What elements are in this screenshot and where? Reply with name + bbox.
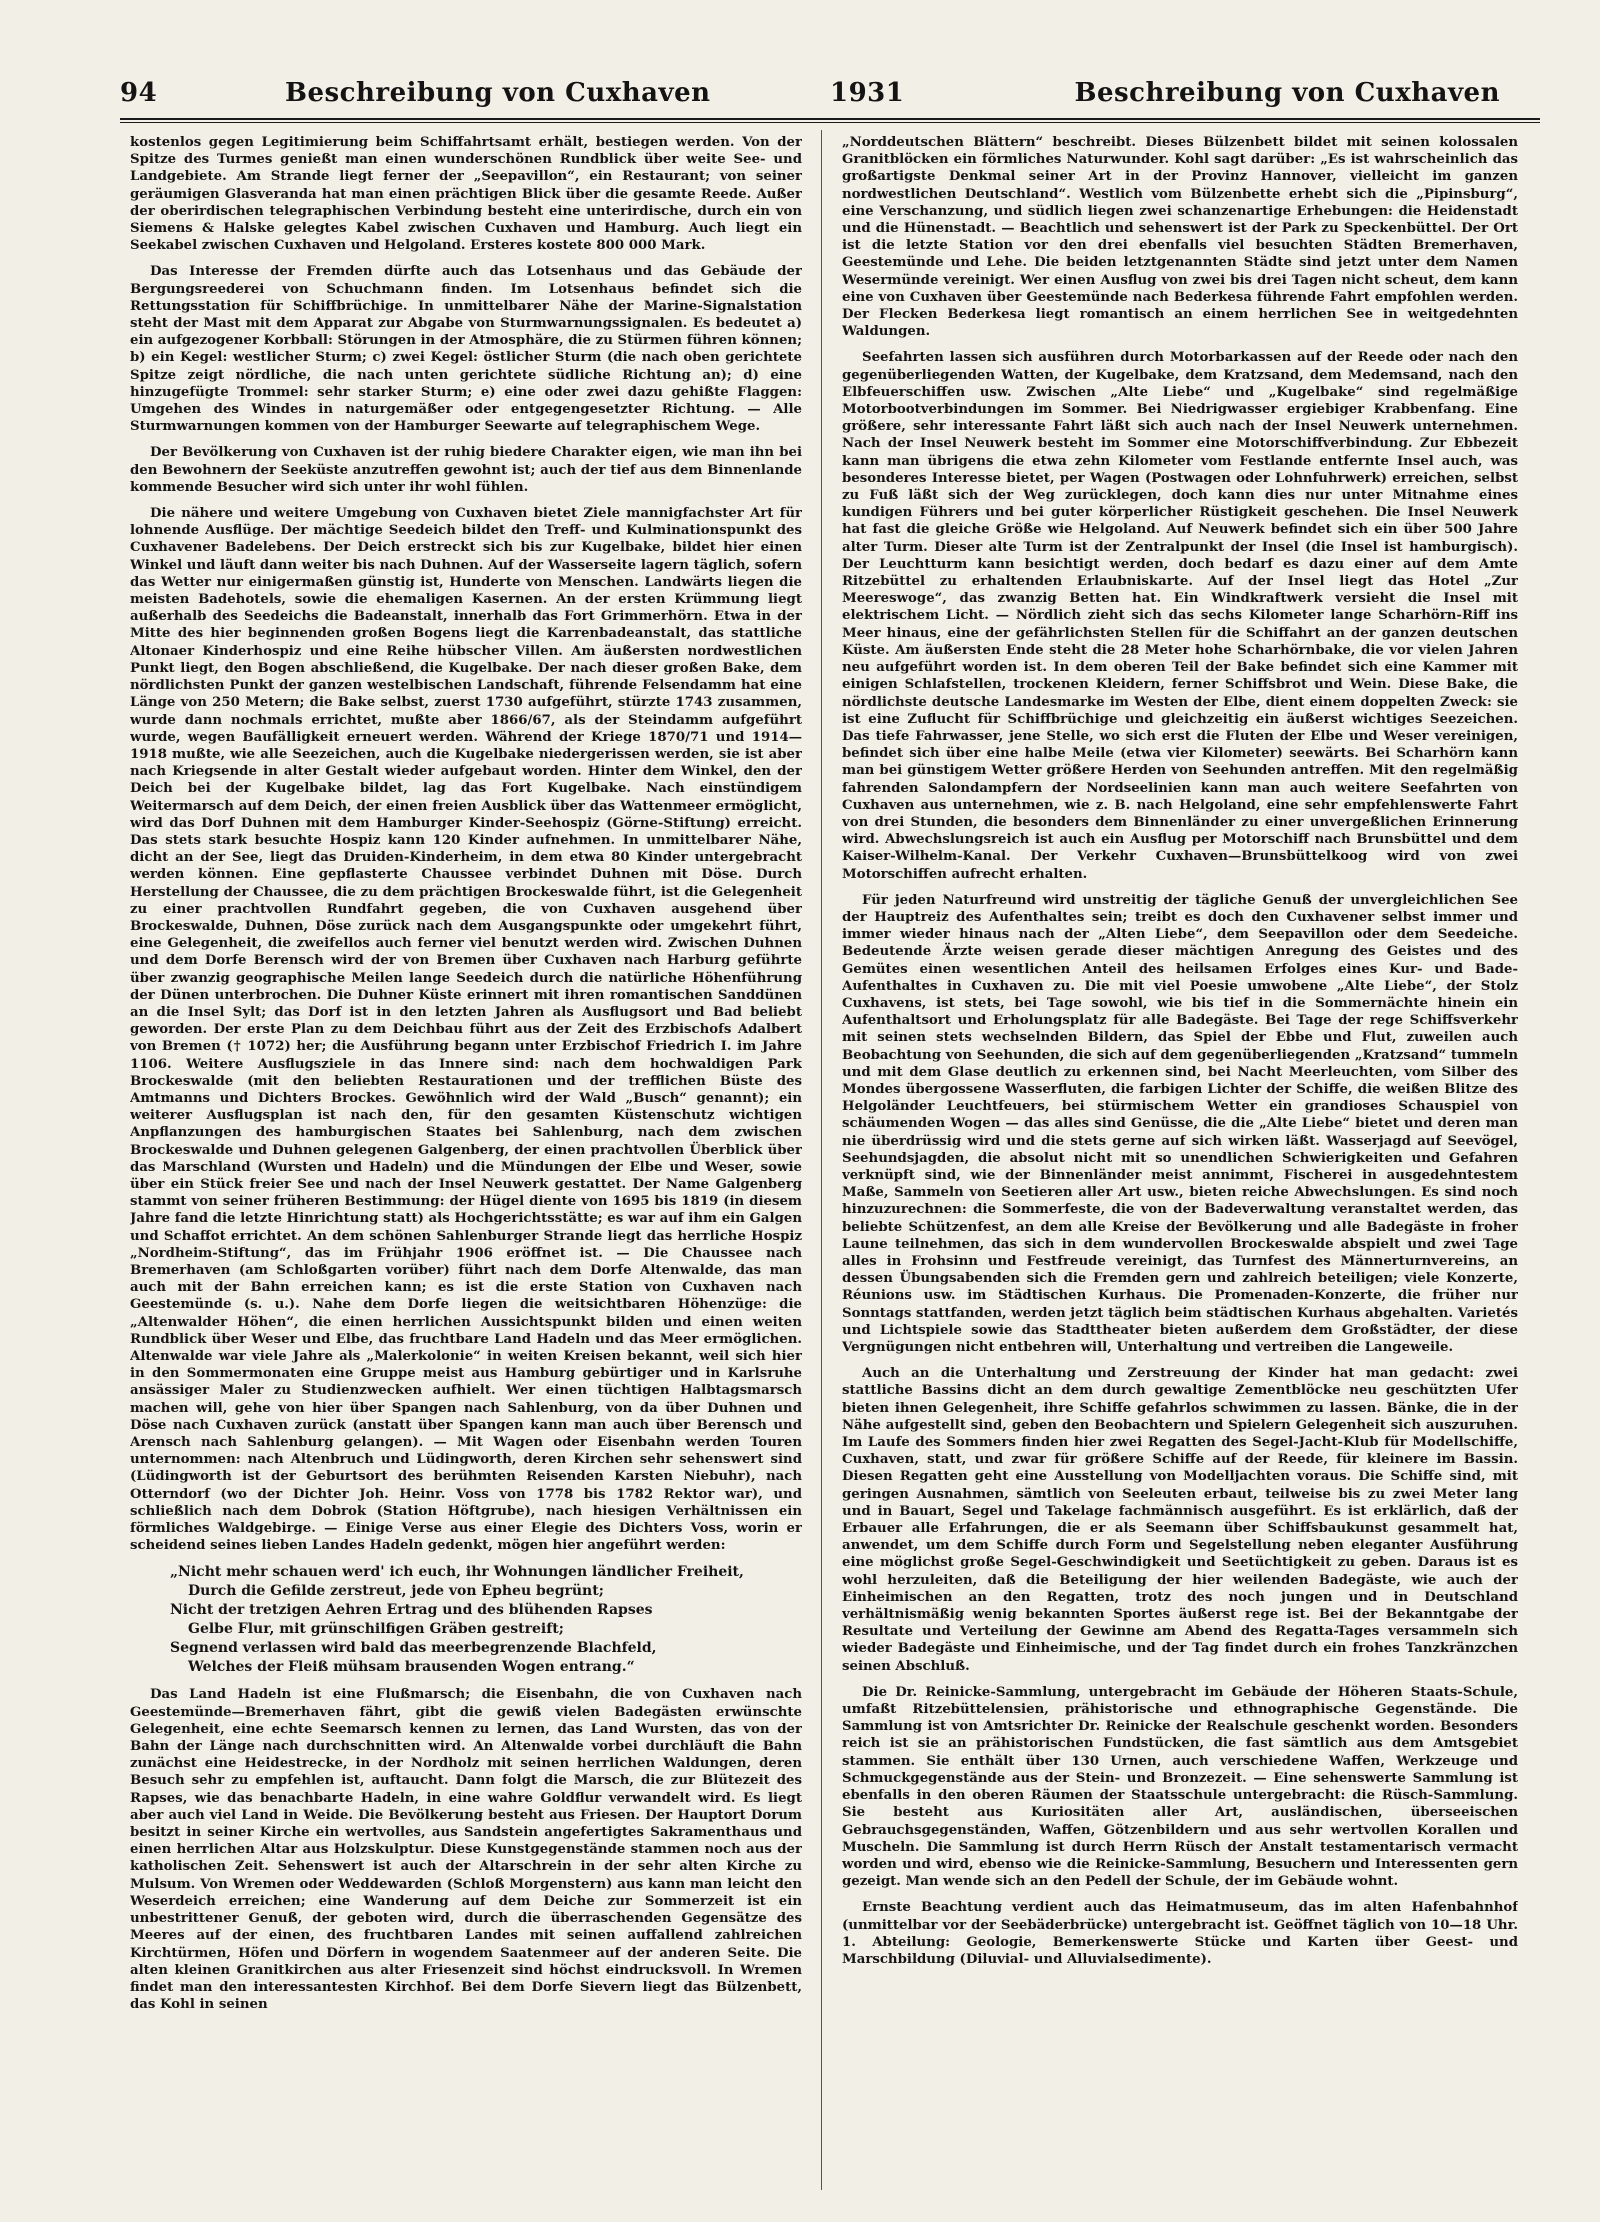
paragraph-naturfreund: Für jeden Naturfreund wird unstreitig der tägliche Genuß der unvergleichlichen See der Hauptreiz des Aufenthaltes sein; treibt es doch den Cuxhavener selbst immer und immer wieder hinaus nach der „Alten Liebe“, dem Seepavillon oder dem Seedeiche. Bedeutende Ärzte weisen gerade dieser mächtigen Anregung des Geistes und des Gemütes einen wesentlichen Anteil des heilsamen Erfolges eines Kur- und Bade-Aufenthaltes in Cuxhaven zu. Die mit viel Poesie umwobene „Alte Liebe“, der Stolz Cuxhavens, ist stets, bei Tage sowohl, wie bis tief in die Sommernächte hinein ein Aufenthaltsort und Erholungsplatz für alle Badegäste. Bei Tage der rege Schiffsverkehr mit seinen stets wechselnden Bildern, das Spiel der Ebbe und Flut, zuweilen auch Beobachtung von Seehunden, die sich auf dem gegenüberliegenden „Kratzsand“ tummeln und mit dem Glase deutlich zu erkennen sind, bei Nacht Meerleuchten, vom Silber des Mondes übergossene Wasserfluten, die farbigen Lichter der Schiffe, die weißen Blitze des Helgoländer Leuchtfeuers, bei stürmischem Wetter ein grandioses Schauspiel von schäumenden Wogen — das alles sind Genüsse, die die „Alte Liebe“ bietet und deren man nie überdrüssig wird und die stets gerne auf sich wirken läßt. Wasserjagd auf Seevögel, Seehundsjagden, die absolut nicht mit so unendlichen Schwierigkeiten und Gefahren verknüpft sind, wie der Binnenländer meist annimmt, Fischerei in ausgedehntestem Maße, Sammeln von Seetieren aller Art usw., bieten reiche Abwechslungen. Es sind noch hinzuzurechnen: die Sommerfeste, die von der Badeverwaltung veranstaltet werden, das beliebte Schützenfest, an dem alle Kreise der Bevölkerung und alle Badegäste in froher Laune teilnehmen, das sich in dem wundervollen Brockeswalde abspielt und zwei Tage alles in Frohsinn und Festfreude vereinigt, das Turnfest des Männerturnvereins, an dessen Übungsabenden sich die Fremden gern und zahlreich beteiligen; viele Konzerte, Réunions usw. im Städtischen Kurhaus. Die Promenaden-Konzerte, die früher nur Sonntags stattfanden, werden jetzt täglich beim städtischen Kurhaus abgehalten. Varietés und Lichtspiele sowie das Stadttheater bieten außerdem dem Großstädter, der diese Vergnügungen nicht entbehren will, Unterhaltung und vertreiben die Langeweile. [842,892,1518,1356]
poem-line: Welches der Fleiß mühsam brausenden Wogen entrang.“ [188,1659,635,1676]
paragraph-kinder-regatten: Auch an die Unterhaltung und Zerstreuung der Kinder hat man gedacht: zwei stattliche Bassins dicht an dem durch gewaltige Zementblöcke neu geschützten Ufer bieten ihnen Gelegenheit, ihre Schiffe gefahrlos schwimmen zu lassen. Bänke, die in der Nähe aufgestellt sind, geben den Beobachtern und Spielern Gelegenheit sich auszuruhen. Im Laufe des Sommers finden hier zwei Regatten des Segel-Jacht-Klub für Modellschiffe, Cuxhaven, statt, und zwar für größere Schiffe auf der Reede, für kleinere im Bassin. Diesen Regatten geht eine Ausstellung von Modelljachten voraus. Die Schiffe sind, mit geringen Ausnahmen, sämtlich von Seeleuten erbaut, teilweise bis zu zwei Meter lang und in Bauart, Segel und Takelage fachmännisch ausgeführt. Es ist erklärlich, daß der Erbauer alle Erfahrungen, die er als Seemann über Schiffsbaukunst gesammelt hat, anwendet, um dem Schiffe durch Form und Segelstellung neben eleganter Ausführung eine möglichst große Segel-Geschwindigkeit und Seetüchtigkeit zu geben. Daraus ist es wohl herzuleiten, daß die Beteiligung der hier weilenden Badegäste, wie auch der Einheimischen an den Regatten, trotz des noch jungen und in Deutschland verhältnismäßig wenig bekannten Sportes äußerst rege ist. Bei der Bekanntgabe der Resultate und Verteilung der Gewinne am Abend des Regatta-Tages versammeln sich wieder Badegäste und Einheimische, und der Tag findet durch ein frohes Tanzkränzchen seinen Abschluß. [842,1366,1518,1674]
poem-line: Nicht der tretzigen Aehren Ertrag und des blühenden Rapses [170,1602,653,1619]
poem-line: Gelbe Flur, mit grünschilfigen Gräben gestreift; [188,1621,564,1638]
header-rule [120,118,1540,120]
paragraph-buelzenbett: „Norddeutschen Blättern“ beschreibt. Dieses Bülzenbett bildet mit seinen kolossalen Granitblöcken ein förmliches Naturwunder. Kohl sagt darüber: „Es ist wahrscheinlich das großartigste Denkmal seiner Art in der Provinz Hannover, vielleicht im ganzen nordwestlichen Deutschland“. Westlich vom Bülzenbette erhebt sich die „Pipinsburg“, eine Verschanzung, und südlich liegen zwei schanzenartige Erhebungen: die Heidenstadt und die Hünenstadt. — Beachtlich und sehenswert ist der Park zu Speckenbüttel. Der Ort ist die letzte Station vor den drei ebenfalls viel besuchten Städten Bremerhaven, Geestemünde und Lehe. Die beiden letztgenannten Städte sind jetzt unter dem Namen Wesermünde vereinigt. Wer einen Ausflug von zwei bis drei Tagen nicht scheut, dem kann eine von Cuxhaven über Geestemünde nach Bederkesa führende Fahrt empfohlen werden. Der Flecken Bederkesa liegt romantisch an einem herrlichen See in weitgedehnten Waldungen. [842,135,1518,340]
running-title-left: Beschreibung von Cuxhaven [285,78,711,108]
year-label: 1931 [830,78,905,108]
page-number: 94 [120,78,158,108]
paragraph-bevoelkerung: Der Bevölkerung von Cuxhaven ist der ruhig biedere Charakter eigen, wie man ihn bei den Bewohnern der Seeküste anzutreffen gewohnt ist; auch der tief aus dem Binnenlande kommende Besucher wird sich unter ihr wohl fühlen. [130,445,802,495]
right-column [842,134,1518,2194]
paragraph-sturmwarnung: Das Interesse der Fremden dürfte auch das Lotsenhaus und das Gebäude der Bergungsreederei von Schuchmann finden. Im Lotsenhaus befindet sich die Rettungsstation für Schiffbrüchige. In unmittelbarer Nähe der Marine-Signalstation steht der Mast mit dem Apparat zur Abgabe von Sturmwarnungssignalen. Es bedeutet a) ein aufgezogener Korbball: Störungen in der Atmosphäre, die zu Stürmen führen können; b) ein Kegel: westlicher Sturm; c) zwei Kegel: östlicher Sturm (die nach oben gerichtete Spitze zeigt nördliche, die nach unten gerichtete südliche Richtung an); d) eine hinzugefügte Trommel: sehr starker Sturm; e) eine oder zwei dazu gehißte Flaggen: Umgehen des Windes in naturgemäßer oder entgegengesetzter Richtung. — Alle Sturmwarnungen kommen von der Hamburger Seewarte auf telegraphischem Wege. [130,264,802,435]
paragraph-seefahrten: Seefahrten lassen sich ausführen durch Motorbarkassen auf der Reede oder nach den gegenüberliegenden Watten, der Kugelbake, dem Kratzsand, dem Medemsand, nach den Elbfeuerschiffen usw. Zwischen „Alte Liebe“ und „Kugelbake“ sind regelmäßige Motorbootverbindungen im Sommer. Bei Niedrigwasser ergiebiger Krabbenfang. Eine größere, sehr interessante Fahrt läßt sich auch nach der Insel Neuwerk unternehmen. Nach der Insel Neuwerk besteht im Sommer eine Motorschiffverbindung. Zur Ebbezeit kann man übrigens die etwa zehn Kilometer vom Festlande entfernte Insel auch, was besonderes Interesse bietet, per Wagen (Postwagen oder Lohnfuhrwerk) erreichen, selbst zu Fuß läßt sich der Weg zurücklegen, doch kann dies nur unter Mitnahme eines kundigen Führers und bei guter körperlicher Rüstigkeit geschehen. Die Insel Neuwerk hat fast die gleiche Größe wie Helgoland. Auf Neuwerk befindet sich ein über 500 Jahre alter Turm. Dieser alte Turm ist der Zentralpunkt der Insel (die Insel ist hamburgisch). Der Leuchtturm kann besichtigt werden, doch bedarf es dazu einer auf dem Amte Ritzebüttel zu erhaltenden Erlaubniskarte. Auf der Insel liegt das Hotel „Zur Meereswoge“, das zwanzig Betten hat. Ein Windkraftwerk versieht die Insel mit elektrischem Licht. — Nördlich zieht sich das sechs Kilometer lange Scharhörn-Riff ins Meer hinaus, eine der gefährlichsten Stellen für die Schiffahrt an der ganzen deutschen Küste. Am äußersten Ende steht die 28 Meter hohe Scharhörnbake, die vor vielen Jahren neu aufgeführt worden ist. In dem oberen Teil der Bake befindet sich eine Kammer mit einigen Schlafstellen, trockenen Kleidern, ferner Schiffsbrot und Wein. Diese Bake, die nördlichste deutsche Landesmarke im Westen der Elbe, dient einem doppelten Zweck: sie ist eine Zuflucht für Schiffbrüchige und gleichzeitig ein äußerst wichtiges Seezeichen. Das tiefe Fahrwasser, jene Stelle, wo sich erst die Fluten der Elbe und Weser vereinigen, befindet sich über eine halbe Meile (etwa vier Kilometer) seewärts. Bei Scharhörn kann man bei günstigem Wetter größere Herden von Seehunden antreffen. Mit den regelmäßig fahrenden Salondampfern der Nordseelinien kann man auch weitere Seefahrten von Cuxhaven aus unternehmen, wie z. B. nach Helgoland, eine sehr empfehlenswerte Fahrt von drei Stunden, die besonders dem Binnenländer zu einer unvergeßlichen Erinnerung wird. Abwechslungsreich ist auch ein Ausflug per Motorschiff nach Brunsbüttel und dem Kaiser-Wilhelm-Kanal. Der Verkehr Cuxhaven—Brunsbüttelkoog wird von zwei Motorschiffen aufrecht erhalten. [842,350,1518,882]
poem-line: Durch die Gefilde zerstreut, jede von Epheu begrünt; [188,1583,604,1600]
paragraph-seepavillon: kostenlos gegen Legitimierung beim Schiffahrtsamt erhält, bestiegen werden. Von der Spitze des Turmes genießt man einen wunderschönen Rundblick über weite See- und Landgebiete. Am Strande liegt ferner der „Seepavillon“, ein Restaurant; von seiner geräumigen Glasveranda hat man einen prächtigen Blick über die gesamte Reede. Außer der oberirdischen telegraphischen Verbindung besteht eine unterirdische, durch ein von Siemens & Halske gelegtes Kabel zwischen Cuxhaven und Hamburg. Auch liegt ein Seekabel zwischen Cuxhaven und Helgoland. Ersteres kostete 800 000 Mark. [130,135,802,254]
header-rule-thin [120,122,1540,123]
running-title-right: Beschreibung von Cuxhaven [1074,78,1500,108]
column-divider [821,130,822,2190]
left-column [130,134,802,2194]
poem-line: „Nicht mehr schauen werd' ich euch, ihr Wohnungen ländlicher Freiheit, [170,1564,744,1581]
page-header [120,78,1500,122]
paragraph-reinicke-sammlung: Die Dr. Reinicke-Sammlung, untergebracht im Gebäude der Höheren Staats-Schule, umfaßt Ritzebüttelensien, prähistorische und ethnographische Gegenstände. Die Sammlung ist von Amtsrichter Dr. Reinicke der Realschule geschenkt worden. Besonders reich ist sie an prähistorischen Fundstücken, die fast sämtlich aus dem Amtsgebiet stammen. Sie enthält über 130 Urnen, auch verschiedene Waffen, Werkzeuge und Schmuckgegenstände aus der Stein- und Bronzezeit. — Eine sehenswerte Sammlung ist ebenfalls in den oberen Räumen der Staatsschule untergebracht: die Rüsch-Sammlung. Sie besteht aus Kuriositäten aller Art, ausländischen, überseeischen Gebrauchsgegenständen, Waffen, Götzenbildern und aus sehr wertvollen Korallen und Muscheln. Die Sammlung ist durch Herrn Rüsch der Anstalt testamentarisch vermacht worden und wird, ebenso wie die Reinicke-Sammlung, Besuchern und Interessenten gern gezeigt. Man wende sich an den Pedell der Schule, der im Gebäude wohnt. [842,1684,1518,1890]
paragraph-umgebung: Die nähere und weitere Umgebung von Cuxhaven bietet Ziele mannigfachster Art für lohnende Ausflüge. Der mächtige Seedeich bildet den Treff- und Kulminationspunkt des Cuxhavener Badelebens. Der Deich erstreckt sich bis zur Kugelbake, bildet hier einen Winkel und läuft dann weiter bis nach Duhnen. Auf der Wasserseite lagern täglich, sofern das Wetter nur einigermaßen günstig ist, Hunderte von Menschen. Landwärts liegen die meisten Badehotels, sowie die ehemaligen Kasernen. An der ersten Krümmung liegt außerhalb des Seedeichs die Badeanstalt, innerhalb das Fort Grimmerhörn. Etwa in der Mitte des hier beginnenden großen Bogens liegt die Karrenbadeanstalt, das stattliche Altonaer Kinderhospiz und eine Reihe hübscher Villen. Am äußersten nordwestlichen Punkt liegt, den Bogen abschließend, die Kugelbake. Der nach dieser großen Bake, dem nördlichsten Punkt der ganzen westelbischen Landschaft, führende Felsendamm hat eine Länge von 250 Metern; die Bake selbst, zuerst 1730 aufgeführt, stürzte 1743 zusammen, wurde dann nochmals errichtet, mußte aber 1866/67, als der Steindamm aufgeführt wurde, wegen Baufälligkeit erneuert werden. Während der Kriege 1870/71 und 1914—1918 mußte, wie alle Seezeichen, auch die Kugelbake niedergerissen werden, sie ist aber nach Kriegsende in alter Gestalt wieder aufgebaut worden. Hinter dem Winkel, den der Deich bei der Kugelbake bildet, lag das Fort Kugelbake. Nach einstündigem Weitermarsch auf dem Deich, der einen freien Ausblick über das Wattenmeer ermöglicht, wird das Dorf Duhnen mit dem Hamburger Kinder-Seehospiz (Görne-Stiftung) erreicht. Das stets stark besuchte Hospiz kann 120 Kinder aufnehmen. In unmittelbarer Nähe, dicht an der See, liegt das Druiden-Kinderheim, in dem etwa 80 Kinder untergebracht werden können. Eine gepflasterte Chaussee verbindet Duhnen mit Döse. Durch Herstellung der Chaussee, die zu dem prächtigen Brockeswalde führt, ist die Gelegenheit zu einer prachtvollen Rundfahrt gegeben, die von Cuxhaven ausgehend über Brockeswalde, Duhnen, Döse zurück nach dem Ausgangspunkte oder umgekehrt führt, eine Gelegenheit, die zweifellos auch ferner viel benutzt werden wird. Zwischen Duhnen und dem Dorfe Berensch wird der von Bremen über Cuxhaven nach Harburg geführte über zwanzig geographische Meilen lange Seedeich durch die natürliche Höhenführung der Dünen unterbrochen. Die Duhner Küste erinnert mit ihren romantischen Sanddünen an die Insel Sylt; das Dorf ist in den letzten Jahren als Ausflugsort und Bad beliebt geworden. Der erste Plan zu dem Deichbau führt aus der Zeit des Erzbischofs Adalbert von Bremen († 1072) her; die Ausführung begann unter Erzbischof Friedrich I. im Jahre 1106. Weitere Ausflugsziele in das Innere sind: nach dem hochwaldigen Park Brockeswalde (mit den beliebten Restaurationen und der trefflichen Büste des Amtmanns und Dichters Brockes. Gewöhnlich wird der Wald „Busch“ genannt); ein weiterer Ausflugsplan ist nach den, für den gesamten Küstenschutz wichtigen Anpflanzungen des hamburgischen Staates bei Sahlenburg, nach dem zwischen Brockeswalde und Duhnen gelegenen Galgenberg, der einen prachtvollen Überblick über das Marschland (Wursten und Hadeln) und die Mündungen der Elbe und Weser, sowie über ein Stück freier See und nach der Insel Neuwerk gestattet. Der Name Galgenberg stammt von seiner früheren Bestimmung: der Hügel diente von 1695 bis 1819 (in diesem Jahre fand die letzte Hinrichtung statt) als Hochgerichtsstätte; es war auf ihm ein Galgen und Schaffot errichtet. An dem schönen Sahlenburger Strande liegt das herrliche Hospiz „Nordheim-Stiftung“, das im Frühjahr 1906 eröffnet ist. — Die Chaussee nach Bremerhaven (am Schloßgarten vorüber) führt nach dem Dorfe Altenwalde, das man auch mit der Bahn erreichen kann; es ist die erste Station von Cuxhaven nach Geestemünde (s. u.). Nahe dem Dorfe liegen die weitsichtbaren Höhenzüge: die „Altenwalder Höhen“, die einen herrlichen Aussichtspunkt bilden und einen weiten Rundblick über Weser und Elbe, das fruchtbare Land Hadeln und das Meer ermöglichen. Altenwalde war viele Jahre als „Malerkolonie“ in weiten Kreisen bekannt, weil sich hier in den Sommermonaten eine Gruppe meist aus Hamburg gebürtiger und in Karlsruhe ansässiger Maler zu Studienzwecken aufhielt. Wer einen tüchtigen Halbtagsmarsch machen will, gehe von hier über Spangen nach Sahlenburg, von da über Duhnen und Döse nach Cuxhaven zurück (anstatt über Spangen kann man auch über Berensch und Arensch nach Sahlenburg gelangen). — Mit Wagen oder Eisenbahn werden Touren unternommen: nach Altenbruch und Lüdingworth, deren Kirchen sehr sehenswert sind (Lüdingworth ist der Geburtsort des berühmten Reisenden Karsten Niebuhr), nach Otterndorf (wo der Dichter Joh. Heinr. Voss von 1778 bis 1782 Rektor war), und schließlich nach dem Dobrok (Station Höftgrube), nach hiesigen Verhältnissen ein förmliches Waldgebirge. — Einige Verse aus einer Elegie des Dichters Voss, worin er scheidend seines lieben Landes Hadeln gedenkt, mögen hier angeführt werden: [130,506,802,1554]
paragraph-heimatmuseum: Ernste Beachtung verdient auch das Heimatmuseum, das im alten Hafenbahnhof (unmittelbar vor der Seebäderbrücke) untergebracht ist. Geöffnet täglich von 10—18 Uhr. 1. Abteilung: Geologie, Bemerkenswerte Stücke und Karten über Geest- und Marschbildung (Diluvial- und Alluvialsedimente). [842,1900,1518,1967]
poem-line: Segnend verlassen wird bald das meerbegrenzende Blachfeld, [170,1640,657,1657]
poem-voss [170,1563,802,1677]
paragraph-land-hadeln: Das Land Hadeln ist eine Flußmarsch; die Eisenbahn, die von Cuxhaven nach Geestemünde—Bremerhaven fährt, gibt die gewiß vielen Badegästen erwünschte Gelegenheit, eine echte Seemarsch kennen zu lernen, das Land Wursten, das von der Bahn der Länge nach durchschnitten wird. An Altenwalde vorbei durchläuft die Bahn zunächst eine Heidestrecke, in der Nordholz mit seinen herrlichen Waldungen, deren Besuch sehr zu empfehlen ist, auftaucht. Dann folgt die Marsch, die zur Blütezeit des Rapses, wie das benachbarte Hadeln, in eine wahre Goldflur verwandelt wird. Es liegt aber auch viel Land in Weide. Die Bevölkerung besteht aus Friesen. Der Hauptort Dorum besitzt in seiner Kirche ein wertvolles, aus Sandstein angefertigtes Sakramenthaus und einen herrlichen Altar aus Holzskulptur. Diese Kunstgegenstände stammen noch aus der katholischen Zeit. Sehenswert ist auch der Altarschrein in der sehr alten Kirche zu Mulsum. Von Wremen oder Weddewarden (Schloß Morgenstern) aus kann man leicht den Weserdeich erreichen; eine Wanderung auf dem Deiche zur Sommerzeit ist ein unbestrittener Genuß, der geboten wird, durch die überraschenden Gegensätze des Meeres auf der einen, des fruchtbaren Landes mit seinen auffallend zahlreichen Kirchtürmen, Höfen und Dörfern in wogendem Saatenmeer auf der anderen Seite. Die alten kleinen Granitkirchen aus alter Friesenzeit sind höchst eindrucksvoll. In Wremen findet man den interessantesten Kirchhof. Bei dem Dorfe Sievern liegt das Bülzenbett, das Kohl in seinen [130,1687,802,2013]
